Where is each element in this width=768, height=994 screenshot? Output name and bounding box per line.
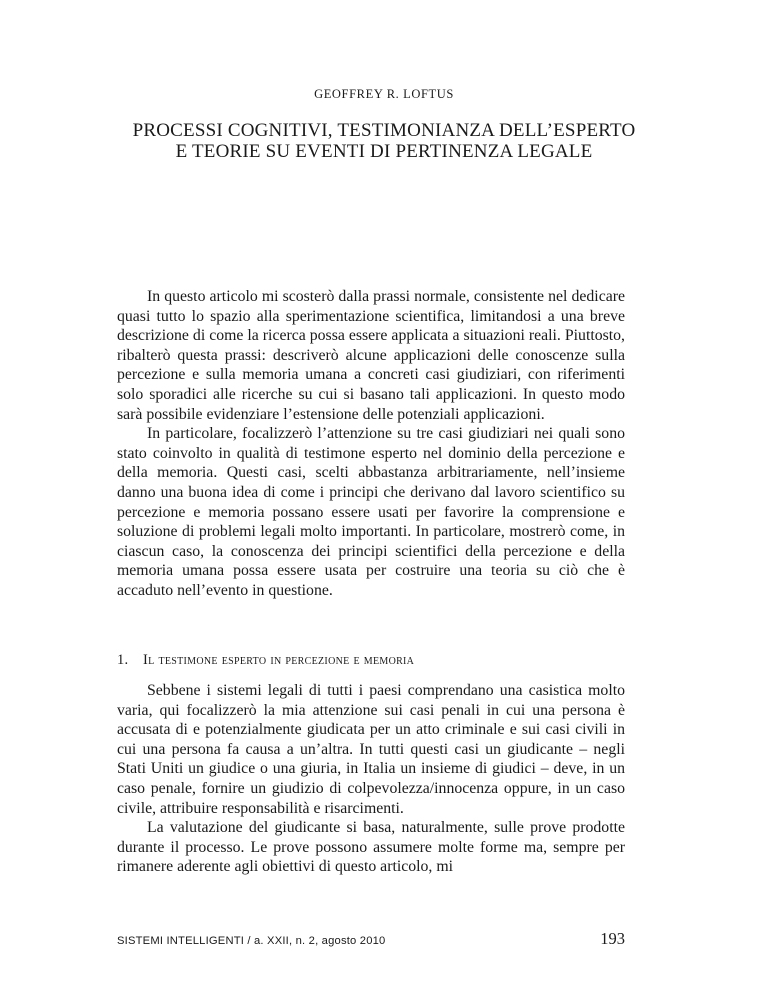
section-heading bbox=[117, 652, 637, 669]
title-line-1: PROCESSI COGNITIVI, TESTIMONIANZA DELL’ESPERTO bbox=[132, 120, 636, 141]
section-title: Il testimone esperto in percezione e memoria bbox=[143, 652, 415, 668]
article-title bbox=[0, 120, 768, 162]
section-number: 1. bbox=[117, 652, 129, 668]
intro-section bbox=[117, 287, 625, 601]
section-1-body bbox=[117, 681, 625, 877]
title-line-2: E TEORIE SU EVENTI DI PERTINENZA LEGALE bbox=[175, 141, 593, 162]
intro-paragraph-2: In particolare, focalizzerò l’attenzione su tre casi giudiziari nei quali sono stato coinvolto in qualità di testimone esperto nel dominio della percezione e della memoria. Questi casi, scelti abbastanza arbitrariamente, nell’insieme danno una buona idea di come i principi che derivano dal lavoro scientifico su percezione e memoria possano essere usati per favorire la comprensione e soluzione di problemi legali molto importanti. In particolare, mostrerò come, in ciascun caso, la conoscenza dei principi scientifici della percezione e della memoria umana possa essere usata per costruire una teoria su ciò che è accaduto nell’evento in questione. bbox=[117, 425, 625, 599]
intro-paragraph-1: In questo articolo mi scosterò dalla prassi normale, consistente nel dedicare quasi tutto lo spazio alla sperimentazione scientifica, limitandosi a una breve descrizione di come la ricerca possa essere applicata a situazioni reali. Piuttosto, ribalterò questa prassi: descriverò alcune applicazioni delle conoscenze sulla percezione e sulla memoria umana a concreti casi giudiziari, con riferimenti solo sporadici alle ricerche su cui si basano tali applicazioni. In questo modo sarà possibile evidenziare l’estensione delle potenziali applicazioni. bbox=[117, 288, 625, 423]
section-1-paragraph-2: La valutazione del giudicante si basa, naturalmente, sulle prove prodotte durante il processo. Le prove possono assumere molte forme ma, sempre per rimanere aderente agli obiettivi di questo articolo, mi bbox=[117, 819, 625, 876]
journal-citation: SISTEMI INTELLIGENTI / a. XXII, n. 2, agosto 2010 bbox=[117, 935, 386, 947]
article-author: GEOFFREY R. LOFTUS bbox=[314, 87, 454, 101]
section-1-paragraph-1: Sebbene i sistemi legali di tutti i paesi comprendano una casistica molto varia, qui focalizzerò la mia attenzione sui casi penali in cui una persona è accusata di e potenzialmente giudicata per un atto criminale e sui casi civili in cui una persona fa causa a un’altra. In tutti questi casi un giudicante – negli Stati Uniti un giudice o una giuria, in Italia un insieme di giudici – deve, in un caso penale, fornire un giudizio di colpevolezza/innocenza oppure, in un caso civile, attribuire responsabilità e risarcimenti. bbox=[117, 682, 625, 817]
page-number: 193 bbox=[600, 929, 625, 948]
